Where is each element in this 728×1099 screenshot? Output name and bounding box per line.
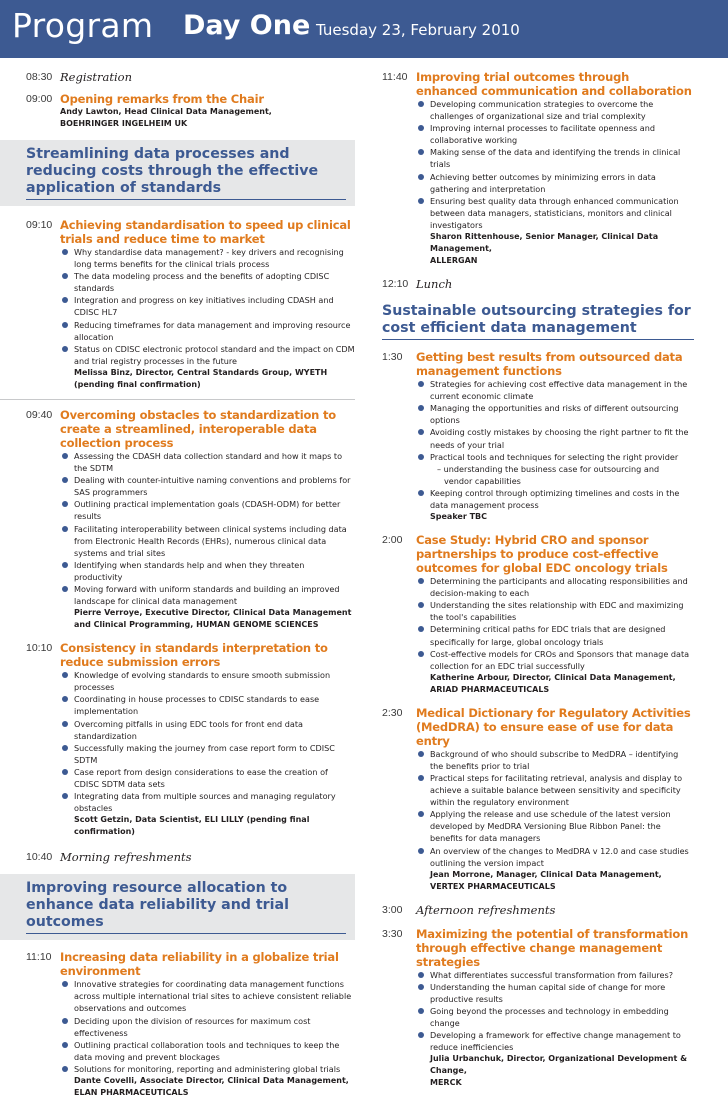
bullet-item: What differentiates successful transformation from failures? [430,969,694,981]
bullet-item: Status on CDISC electronic protocol standard and the impact on CDM and trial registry processes in the future [74,343,355,366]
bullet-item: The data modeling process and the benefits of adopting CDISC standards [74,270,355,294]
bullet-item: Outlining practical collaboration tools and techniques to keep the data moving and prevent blockages [74,1039,355,1063]
program-heading: Program [12,6,154,45]
bullet-item: Assessing the CDASH data collection standard and how it maps to the SDTM [74,450,355,474]
bullet-item: Coordinating in house processes to CDISC standards to ease implementation [74,693,355,717]
bullet-list [416,98,694,231]
session-0940 [26,408,355,631]
page-header [0,0,728,58]
bullet-item: Ensuring best quality data through enhanced communication between data managers, statisticians, monitors and clinical investigators [430,195,694,231]
session-time: 10:10 [26,642,53,655]
session-title: Consistency in standards interpretation to reduce submission errors [60,641,328,670]
session-time: 1:30 [382,351,403,364]
session-0230 [382,706,694,893]
bullet-item: Dealing with counter-intuitive naming conventions and problems for SAS programmers [74,474,355,498]
speaker-line: Katherine Arbour, Director, Clinical Data Management, [430,672,676,682]
bullet-item: Overcoming pitfalls in using EDC tools for front end data standardization [74,718,355,742]
session-title: Case Study: Hybrid CRO and sponsor partnerships to produce cost-effective outcomes for global EDC oncology trials [416,533,668,576]
divider [0,399,355,400]
speaker-line: Scott Getzin, Data Scientist, ELI LILLY (pending final confirmation) [74,815,310,837]
bullet-item: Developing communication strategies to overcome the challenges of organizational size and trial complexity [430,98,694,122]
session-title: Opening remarks from the Chair [60,92,264,106]
session-title: Overcoming obstacles to standardization to create a streamlined, interoperable data collection process [60,407,336,450]
session-title: Increasing data reliability in a globalize trial environment [60,950,339,979]
speaker-line: Pierre Verroye, Executive Director, Clinical Data Management and Clinical Programming, HUMAN GENOME SCIENCES [74,608,352,630]
speaker-line: Julia Urbanchuk, Director, Organizational Development & Change, [430,1054,688,1076]
session-title: Morning refreshments [60,850,192,865]
bullet-item: Background of who should subscribe to MedDRA – identifying the benefits prior to trial [430,748,694,772]
bullet-item: Why standardise data management? - key drivers and recognising long terms benefits for the clinical trials process [74,246,355,270]
speaker-line: BOEHRINGER INGELHEIM UK [60,119,188,128]
bullet-item: Making sense of the data and identifying the trends in clinical trials [430,146,694,170]
session-0830 [26,70,355,84]
bullet-item: Outlining practical implementation goals (CDASH-ODM) for better results [74,498,355,522]
bullet-item: Practical tools and techniques for selecting the right provider [430,451,694,463]
session-title: Registration [60,70,133,84]
session-time: 09:00 [26,93,53,105]
theme-band [0,874,355,940]
bullet-item: Strategies for achieving cost effective data management in the current economic climate [430,378,694,402]
bullet-list [60,450,355,607]
session-0900 [26,92,355,130]
session-title: Afternoon refreshments [416,902,556,917]
bullet-item: Cost-effective models for CROs and Sponsors that manage data collection for an EDC trial successfully [430,648,694,672]
speaker-line: Melissa Binz, Director, Central Standards Group, WYETH [74,367,328,377]
session-time: 11:10 [26,951,52,964]
theme-title: Improving resource allocation to enhance data reliability and trial outcomes [26,880,346,934]
session-time: 08:30 [26,71,53,83]
session-0130 [382,350,694,523]
bullet-item: An overview of the changes to MedDRA v 12.0 and case studies outlining the version impact [430,845,694,869]
session-time: 2:30 [382,706,403,719]
session-0300 [382,903,694,917]
bullet-list [416,748,694,869]
theme-band [0,140,355,206]
session-1010 [26,641,355,838]
bullet-item: Integrating data from multiple sources and managing regulatory obstacles [74,790,355,814]
bullet-item: Applying the release and use schedule of the latest version developed by MedDRA Versioning Blue Ribbon Panel: the benefits for data managers [430,808,694,844]
session-title: Maximizing the potential of transformation through effective change management strategies [416,926,689,969]
bullet-list [416,969,694,1054]
bullet-item: Knowledge of evolving standards to ensure smooth submission processes [74,669,355,693]
bullet-item: Solutions for monitoring, reporting and administering global trials [74,1063,355,1075]
bullet-item: Avoiding costly mistakes by choosing the right partner to fit the needs of your trial [430,426,694,450]
bullet-list [60,246,355,367]
bullet-item: Innovative strategies for coordinating data management functions across multiple international trial sites to achieve consistent reliable observations and outcomes [74,978,355,1014]
bullet-item: Successfully making the journey from case report form to CDISC SDTM [74,742,355,766]
speaker-line: Andy Lawton, Head Clinical Data Management, [60,107,272,116]
speaker-line: Sharon Rittenhouse, Senior Manager, Clinical Data Management, [430,232,659,254]
session-0910 [26,218,355,391]
speaker-line: ARIAD PHARMACEUTICALS [430,684,550,694]
date-heading: Tuesday 23, February 2010 [316,21,520,39]
session-0330 [382,927,694,1090]
theme-band [382,303,694,340]
bullet-item: Understanding the human capital side of change for more productive results [430,981,694,1005]
bullet-item: Improving internal processes to facilitate openness and collaborative working [430,122,694,146]
session-time: 2:00 [382,534,403,547]
session-1110 [26,950,355,1099]
bullet-item: Determining critical paths for EDC trials that are designed specifically for large, global oncology trials [430,623,694,647]
session-title: Medical Dictionary for Regulatory Activities (MedDRA) to ensure ease of use for data entry [416,705,691,748]
bullet-item: Understanding the sites relationship with EDC and maximizing the tool's capabilities [430,599,694,623]
session-time: 3:00 [382,903,403,916]
bullet-list [416,378,694,511]
speaker-line: Jean Morrone, Manager, Clinical Data Management, [430,869,662,879]
bullet-item: Managing the opportunities and risks of different outsourcing options [430,402,694,426]
session-1140 [382,70,694,267]
session-title: Getting best results from outsourced data management functions [416,350,683,379]
bullet-item: Moving forward with uniform standards and building an improved landscape for clinical data management [74,583,355,607]
bullet-item: Integration and progress on key initiatives including CDASH and CDISC HL7 [74,294,355,318]
speaker-line: VERTEX PHARMACEUTICALS [430,881,556,891]
bullet-item: Identifying when standards help and when they threaten productivity [74,559,355,583]
left-column [26,70,355,1099]
bullet-item: Going beyond the processes and technology in embedding change [430,1005,694,1029]
theme-title: Sustainable outsourcing strategies for cost efficient data management [382,303,694,340]
session-1210 [382,277,694,291]
bullet-list [416,575,694,672]
speaker-line: MERCK [430,1078,462,1088]
sub-item: vendor capabilities [444,475,521,486]
bullet-item: Achieving better outcomes by minimizing errors in data gathering and interpretation [430,171,694,195]
speaker-line: ALLERGAN [430,256,478,266]
session-time: 10:40 [26,851,53,864]
session-1040 [26,850,355,864]
bullet-item: Developing a framework for effective change management to reduce inefficiencies [430,1029,694,1053]
session-time: 3:30 [382,927,403,940]
session-time: 11:40 [382,71,408,83]
session-time: 09:40 [26,408,53,421]
day-heading: Day One [183,10,311,41]
session-0200 [382,533,694,696]
bullet-item: Reducing timeframes for data management and improving resource allocation [74,319,355,343]
session-title: Lunch [416,277,453,292]
session-title: Achieving standardisation to speed up clinical trials and reduce time to market [60,218,351,246]
bullet-item: Practical steps for facilitating retrieval, analysis and display to achieve a suitable balance between sensitivity and specificity within the regulatory environment [430,772,694,808]
bullet-item: Keeping control through optimizing timelines and costs in the data management process [430,487,694,511]
bullet-item: Deciding upon the division of resources for maximum cost effectiveness [74,1015,355,1039]
speaker-line: (pending final confirmation) [74,379,201,389]
right-column [382,70,694,1089]
bullet-list [60,669,355,814]
theme-title: Streamlining data processes and reducing costs through the effective application of standards [26,146,346,200]
speaker-line: ELAN PHARMACEUTICALS [74,1088,189,1098]
bullet-list [60,978,355,1075]
session-time: 09:10 [26,219,53,231]
session-title: Improving trial outcomes through enhanced communication and collaboration [416,70,692,98]
bullet-item: Case report from design considerations to ease the creation of CDISC SDTM data sets [74,766,355,790]
session-time: 12:10 [382,278,409,291]
speaker-line: Speaker TBC [430,512,487,522]
bullet-item: Facilitating interoperability between clinical systems including data from Electronic Health Records (EHRs), numerous clinical data systems and trial sites [74,523,355,559]
speaker-line: Dante Covelli, Associate Director, Clinical Data Management, [74,1076,349,1086]
bullet-item: Determining the participants and allocating responsibilities and decision-making to each [430,575,694,599]
sub-item: – understanding the business case for outsourcing and [437,463,660,474]
